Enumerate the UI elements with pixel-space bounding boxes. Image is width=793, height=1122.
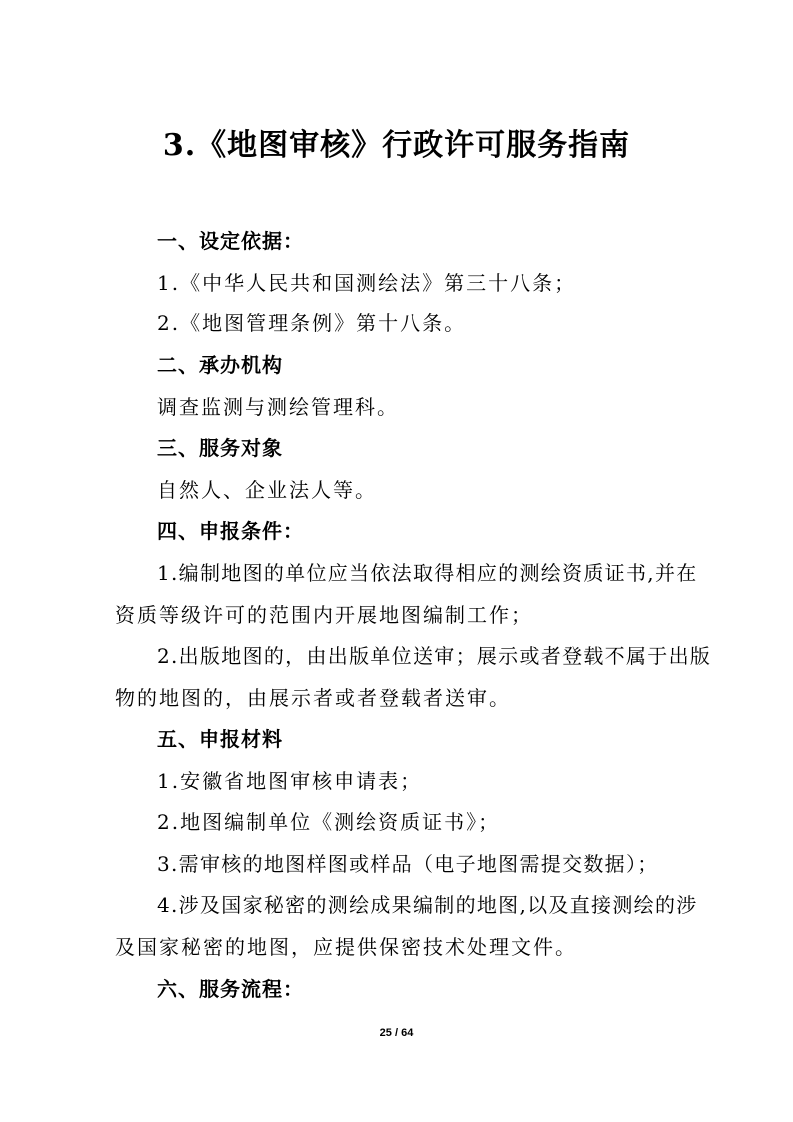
material-item-4-line-2: 及国家秘密的地图，应提供保密技术处理文件。 — [115, 935, 577, 959]
material-item-2: 2.地图编制单位《测绘资质证书》； — [157, 810, 501, 834]
section-heading-materials: 五、申报材料 — [157, 727, 283, 751]
condition-item-2-line-2: 物的地图的，由展示者或者登载者送审。 — [115, 686, 511, 710]
material-item-3: 3.需审核的地图样图或样品（电子地图需提交数据）； — [157, 852, 659, 876]
page-number: 25 / 64 — [379, 1027, 414, 1039]
condition-item-1-line-2: 资质等级许可的范围内开展地图编制工作； — [115, 603, 533, 627]
section-heading-basis: 一、设定依据： — [157, 229, 304, 253]
condition-item-1-line-1: 1.编制地图的单位应当依法取得相应的测绘资质证书,并在 — [157, 561, 698, 585]
document-title: 3.《地图审核》行政许可服务指南 — [162, 128, 631, 163]
material-item-4-line-1: 4.涉及国家秘密的测绘成果编制的地图,以及直接测绘的涉 — [157, 893, 698, 917]
section-heading-process: 六、服务流程： — [157, 977, 304, 1001]
basis-item-2: 2.《地图管理条例》第十八条。 — [157, 311, 467, 335]
agency-text: 调查监测与测绘管理科。 — [157, 395, 399, 419]
target-text: 自然人、企业法人等。 — [157, 478, 377, 502]
section-heading-agency: 二、承办机构 — [157, 353, 283, 377]
condition-item-2-line-1: 2.出版地图的，由出版单位送审；展示或者登载不属于出版 — [157, 644, 712, 668]
material-item-1: 1.安徽省地图审核申请表； — [157, 769, 423, 793]
section-heading-target: 三、服务对象 — [157, 436, 283, 460]
section-heading-conditions: 四、申报条件： — [157, 519, 304, 543]
basis-item-1: 1.《中华人民共和国测绘法》第三十八条； — [157, 271, 577, 295]
